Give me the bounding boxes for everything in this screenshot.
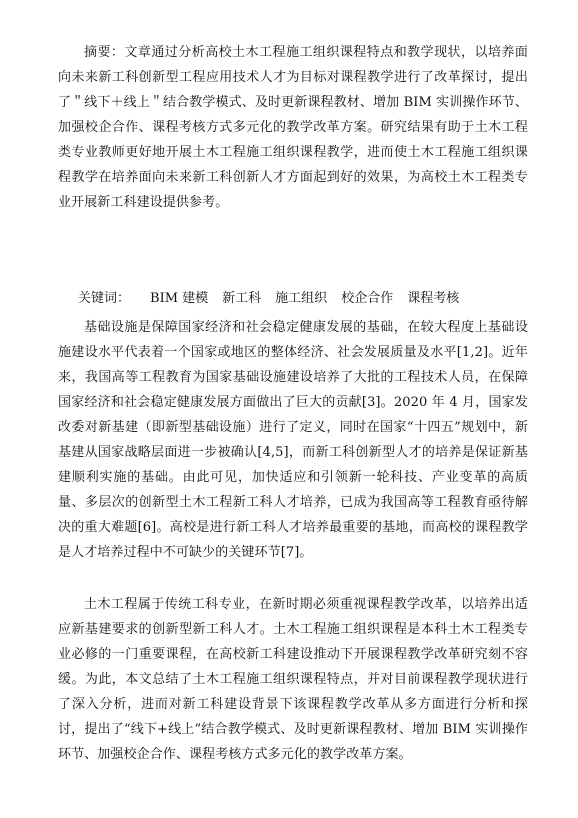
keyword-item: BIM 建模 [150,291,209,306]
abstract-label: 摘要： [84,45,125,60]
body-paragraph-2: 土木工程属于传统工科专业，在新时期必须重视课程教学改革，以培养出适应新基建要求的创新型新工科人才。土木工程施工组织课程是本科土木工程类专业必修的一门重要课程，在高校新工科建设推动下开展课程教学改革研究刻不容缓。为此，本文总结了土木工程施工组织课程特点，并对目前课程教学现状进行了深入分析，进而对新工科建设背景下该课程教学改革从多方面进行分析和探讨，提出了“线下+线上”结合教学模式、及时更新课程教材、增加 BIM 实训操作环节、加强校企合作、课程考核方式多元化的教学改革方案。 [58,597,528,762]
abstract-paragraph [58,40,528,215]
body-paragraph-1: 基础设施是保障国家经济和社会稳定健康发展的基础，在较大程度上基础设施建设水平代表着一个国家或地区的整体经济、社会发展质量及水平[1,2]。近年来，我国高等工程教育为国家基础设施建设培养了大批的工程技术人员，在保障国家经济和社会稳定健康发展方面做出了巨大的贡献[3]。2020 年 4 月，国家发改委对新基建（即新型基础设施）进行了定义，同时在国家“十四五”规划中，新基建从国家战略层面进一步被确认[4,5]，而新工科创新型人才的培养是保证新基建顺利实施的基础。由此可见，加快适应和引领新一轮科技、产业变革的高质量、多层次的创新型土木工程新工科人才培养，已成为我国高等工程教育亟待解决的重大难题[6]。高校是进行新工科人才培养最重要的基地，而高校的课程教学是人才培养过程中不可缺少的关键环节[7]。 [58,320,528,560]
keywords-label: 关键词： [78,291,131,306]
keyword-item: 施工组织 [275,291,328,306]
keyword-item: 校企合作 [341,291,394,306]
abstract-text: 文章通过分析高校土木工程施工组织课程特点和教学现状，以培养面向未来新工科创新型工程应用技术人才为目标对课程教学进行了改革探讨，提出了＂线下＋线上＂结合教学模式、及时更新课程教材、增加 BIM 实训操作环节、加强校企合作、课程考核方式多元化的教学改革方案。研究结果有助于土木工程类专业教师更好地开展土木工程施工组织课程教学，进而使土木工程施工组织课程教学在培养面向未来新工科创新人才方面起到好的效果，为高校土木工程类专业开展新工科建设提供参考。 [58,45,528,210]
keywords-line [78,288,473,310]
keyword-item: 新工科 [222,291,262,306]
keyword-item: 课程考核 [407,291,460,306]
